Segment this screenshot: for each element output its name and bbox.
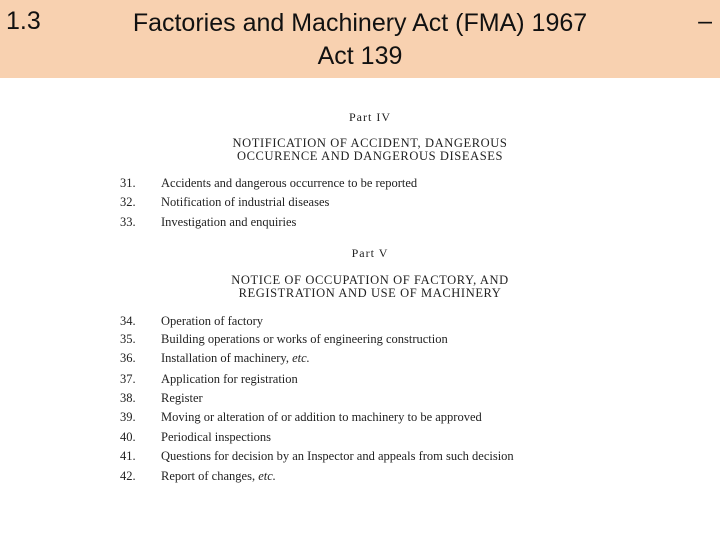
section-title: Report of changes, xyxy=(161,469,256,483)
section-41 xyxy=(120,449,514,468)
slide-header xyxy=(0,0,720,78)
section-title: Investigation and enquiries xyxy=(161,215,297,229)
section-33 xyxy=(120,215,296,234)
part-iv-heading xyxy=(0,137,720,163)
section-number: 37. xyxy=(120,372,136,386)
part-iv-label: Part IV xyxy=(349,110,391,124)
section-number: 35. xyxy=(120,332,136,346)
section-title-suffix: etc. xyxy=(292,351,310,365)
part-iv-heading-line2: OCCURENCE AND DANGEROUS DISEASES xyxy=(236,149,504,163)
section-number: 36. xyxy=(120,351,136,365)
section-35 xyxy=(120,332,448,351)
section-title: Periodical inspections xyxy=(161,430,272,444)
slide-title-line2: Act 139 xyxy=(317,42,403,70)
section-number: 42. xyxy=(120,469,136,483)
section-37 xyxy=(120,372,298,391)
trailing-dash: – xyxy=(698,7,712,35)
part-v-heading-line2: REGISTRATION AND USE OF MACHINERY xyxy=(238,286,502,300)
section-34 xyxy=(120,314,263,333)
section-title: Operation of factory xyxy=(161,314,264,328)
slide-title-line1: Factories and Machinery Act (FMA) 1967 xyxy=(132,9,588,37)
section-title: Register xyxy=(161,391,203,405)
section-number: 41. xyxy=(120,449,136,463)
section-number: 32. xyxy=(120,195,136,209)
section-number: 31. xyxy=(120,176,136,190)
section-42 xyxy=(120,469,276,488)
section-number: 38. xyxy=(120,391,136,405)
section-number: 40. xyxy=(120,430,136,444)
section-number: 39. xyxy=(120,410,136,424)
section-36 xyxy=(120,351,310,370)
section-39 xyxy=(120,410,482,429)
part-v-heading-line1: NOTICE OF OCCUPATION OF FACTORY, AND xyxy=(231,273,509,287)
part-v-heading xyxy=(0,274,720,300)
part-iv-heading-line1: NOTIFICATION OF ACCIDENT, DANGEROUS xyxy=(232,136,508,150)
section-number: 34. xyxy=(120,314,136,328)
slide-number: 1.3 xyxy=(6,7,41,35)
section-38 xyxy=(120,391,203,410)
section-number: 33. xyxy=(120,215,136,229)
part-v-label: Part V xyxy=(351,246,389,260)
section-title: Moving or alteration of or addition to machinery to be approved xyxy=(161,410,482,424)
section-31 xyxy=(120,176,417,195)
section-title: Building operations or works of engineering construction xyxy=(161,332,448,346)
section-title: Notification of industrial diseases xyxy=(161,195,330,209)
section-32 xyxy=(120,195,329,214)
section-title: Accidents and dangerous occurrence to be reported xyxy=(161,176,418,190)
section-40 xyxy=(120,430,271,449)
slide-title xyxy=(60,7,660,73)
section-title: Installation of machinery, xyxy=(161,351,289,365)
section-title: Application for registration xyxy=(161,372,298,386)
section-title: Questions for decision by an Inspector and appeals from such decision xyxy=(161,449,514,463)
section-title-suffix: etc. xyxy=(258,469,276,483)
